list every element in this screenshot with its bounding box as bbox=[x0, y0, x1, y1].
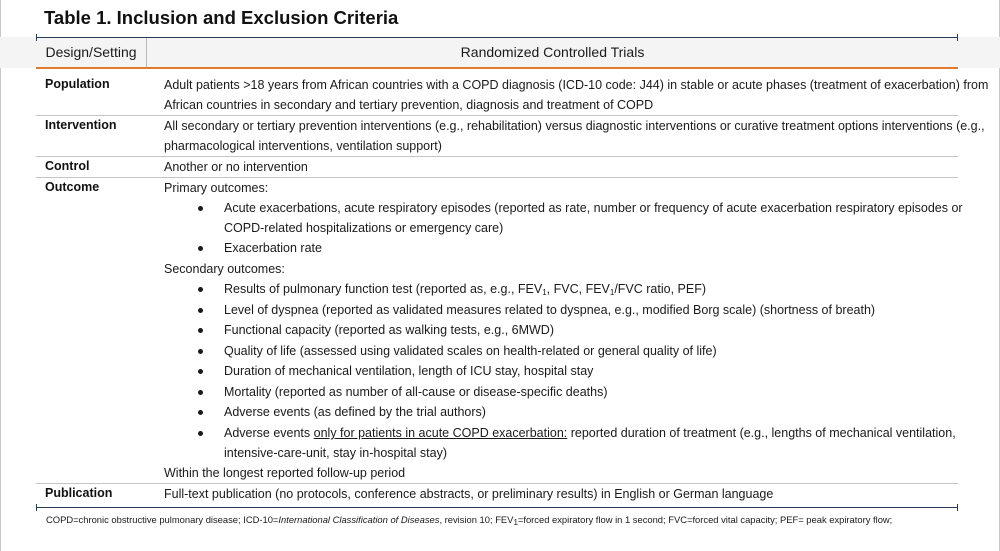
footnote-part-1: COPD=chronic obstructive pulmonary disease; ICD-10= bbox=[46, 514, 279, 525]
header-accent-rule bbox=[36, 67, 958, 69]
footnote-part-3: =forced expiratory flow in 1 second; FVC=forced vital capacity; PEF= peak expiratory flow; bbox=[517, 514, 893, 525]
primary-outcome-item-1-line-1: Acute exacerbations, acute respiratory episodes (reported as rate, number or frequency of acute exacerbation respiratory episodes or bbox=[224, 201, 963, 215]
secondary-outcome-adverse-acute-line-1 bbox=[224, 423, 956, 443]
control-text: Another or no intervention bbox=[164, 160, 308, 174]
header-design-setting: Design/Setting bbox=[45, 44, 137, 60]
bullet-icon bbox=[198, 328, 203, 333]
bullet-icon bbox=[198, 206, 203, 211]
page-frame-left bbox=[0, 0, 1, 551]
pft-text-prefix: Results of pulmonary function test (reported as, e.g., FEV bbox=[224, 282, 543, 296]
secondary-outcome-adverse-events: Adverse events (as defined by the trial authors) bbox=[224, 405, 486, 419]
footnote-subscript: 1 bbox=[513, 518, 518, 527]
pft-text-middle: , FVC, FEV bbox=[546, 282, 610, 296]
publication-text: Full-text publication (no protocols, conference abstracts, or preliminary results) in English or German language bbox=[164, 487, 774, 501]
row-label-intervention: Intervention bbox=[45, 118, 117, 132]
header-randomized-controlled-trials: Randomized Controlled Trials bbox=[460, 44, 645, 60]
pft-subscript-1: 1 bbox=[542, 288, 547, 297]
adverse-acute-prefix: Adverse events bbox=[224, 426, 314, 440]
bullet-icon bbox=[198, 308, 203, 313]
table-bottom-rule bbox=[36, 507, 958, 508]
followup-text: Within the longest reported follow-up period bbox=[164, 466, 406, 480]
secondary-outcome-ventilation-duration: Duration of mechanical ventilation, length of ICU stay, hospital stay bbox=[224, 364, 594, 378]
pft-text-suffix: /FVC ratio, PEF) bbox=[614, 282, 707, 296]
bullet-icon bbox=[198, 369, 203, 374]
row-label-publication: Publication bbox=[45, 486, 113, 500]
table-title: Table 1. Inclusion and Exclusion Criteria bbox=[44, 7, 399, 28]
adverse-acute-suffix: reported duration of treatment (e.g., lengths of mechanical ventilation, bbox=[567, 426, 956, 440]
population-text-line-2: African countries in secondary and tertiary prevention, diagnosis and treatment of COPD bbox=[164, 98, 654, 112]
primary-outcomes-heading: Primary outcomes: bbox=[164, 181, 269, 195]
footnote-italic: International Classification of Diseases bbox=[278, 514, 440, 525]
table-footnote bbox=[46, 514, 892, 525]
secondary-outcome-adverse-acute-line-2: intensive-care-unit, stay in-hospital stay) bbox=[224, 446, 448, 460]
bullet-icon bbox=[198, 246, 203, 251]
secondary-outcome-pulmonary-function bbox=[224, 279, 706, 299]
pft-subscript-2: 1 bbox=[609, 288, 615, 297]
intervention-text-line-1: All secondary or tertiary prevention interventions (e.g., rehabilitation) versus diagnostic interventions or curative treatment options interventions (e.g., bbox=[164, 119, 985, 133]
primary-outcome-item-1-line-2: COPD-related hospitalizations or emergency care) bbox=[224, 221, 504, 235]
adverse-acute-underlined: only for patients in acute COPD exacerbation: bbox=[313, 426, 568, 440]
primary-outcome-item-2: Exacerbation rate bbox=[224, 241, 322, 255]
bullet-icon bbox=[198, 431, 203, 436]
secondary-outcomes-heading: Secondary outcomes: bbox=[164, 262, 285, 276]
row-label-control: Control bbox=[45, 159, 90, 173]
secondary-outcome-quality-of-life: Quality of life (assessed using validated scales on health-related or general quality of life) bbox=[224, 344, 717, 358]
row-label-population: Population bbox=[45, 77, 110, 91]
row-label-outcome: Outcome bbox=[45, 180, 100, 194]
intervention-text-line-2: pharmacological interventions, ventilation support) bbox=[164, 139, 442, 153]
bullet-icon bbox=[198, 287, 203, 292]
secondary-outcome-functional-capacity: Functional capacity (reported as walking tests, e.g., 6MWD) bbox=[224, 323, 554, 337]
footnote-part-2: , revision 10; FEV bbox=[439, 514, 514, 525]
bullet-icon bbox=[198, 410, 203, 415]
secondary-outcome-mortality: Mortality (reported as number of all-cause or disease-specific deaths) bbox=[224, 385, 608, 399]
bullet-icon bbox=[198, 349, 203, 354]
bullet-icon bbox=[198, 390, 203, 395]
population-text-line-1: Adult patients >18 years from African countries with a COPD diagnosis (ICD-10 code: J44) in stable or acute phases (treatment of exacerbation) from bbox=[164, 78, 989, 92]
secondary-outcome-dyspnea: Level of dyspnea (reported as validated measures related to dyspnea, e.g., modified Borg scale) (shortness of breath) bbox=[224, 303, 876, 317]
